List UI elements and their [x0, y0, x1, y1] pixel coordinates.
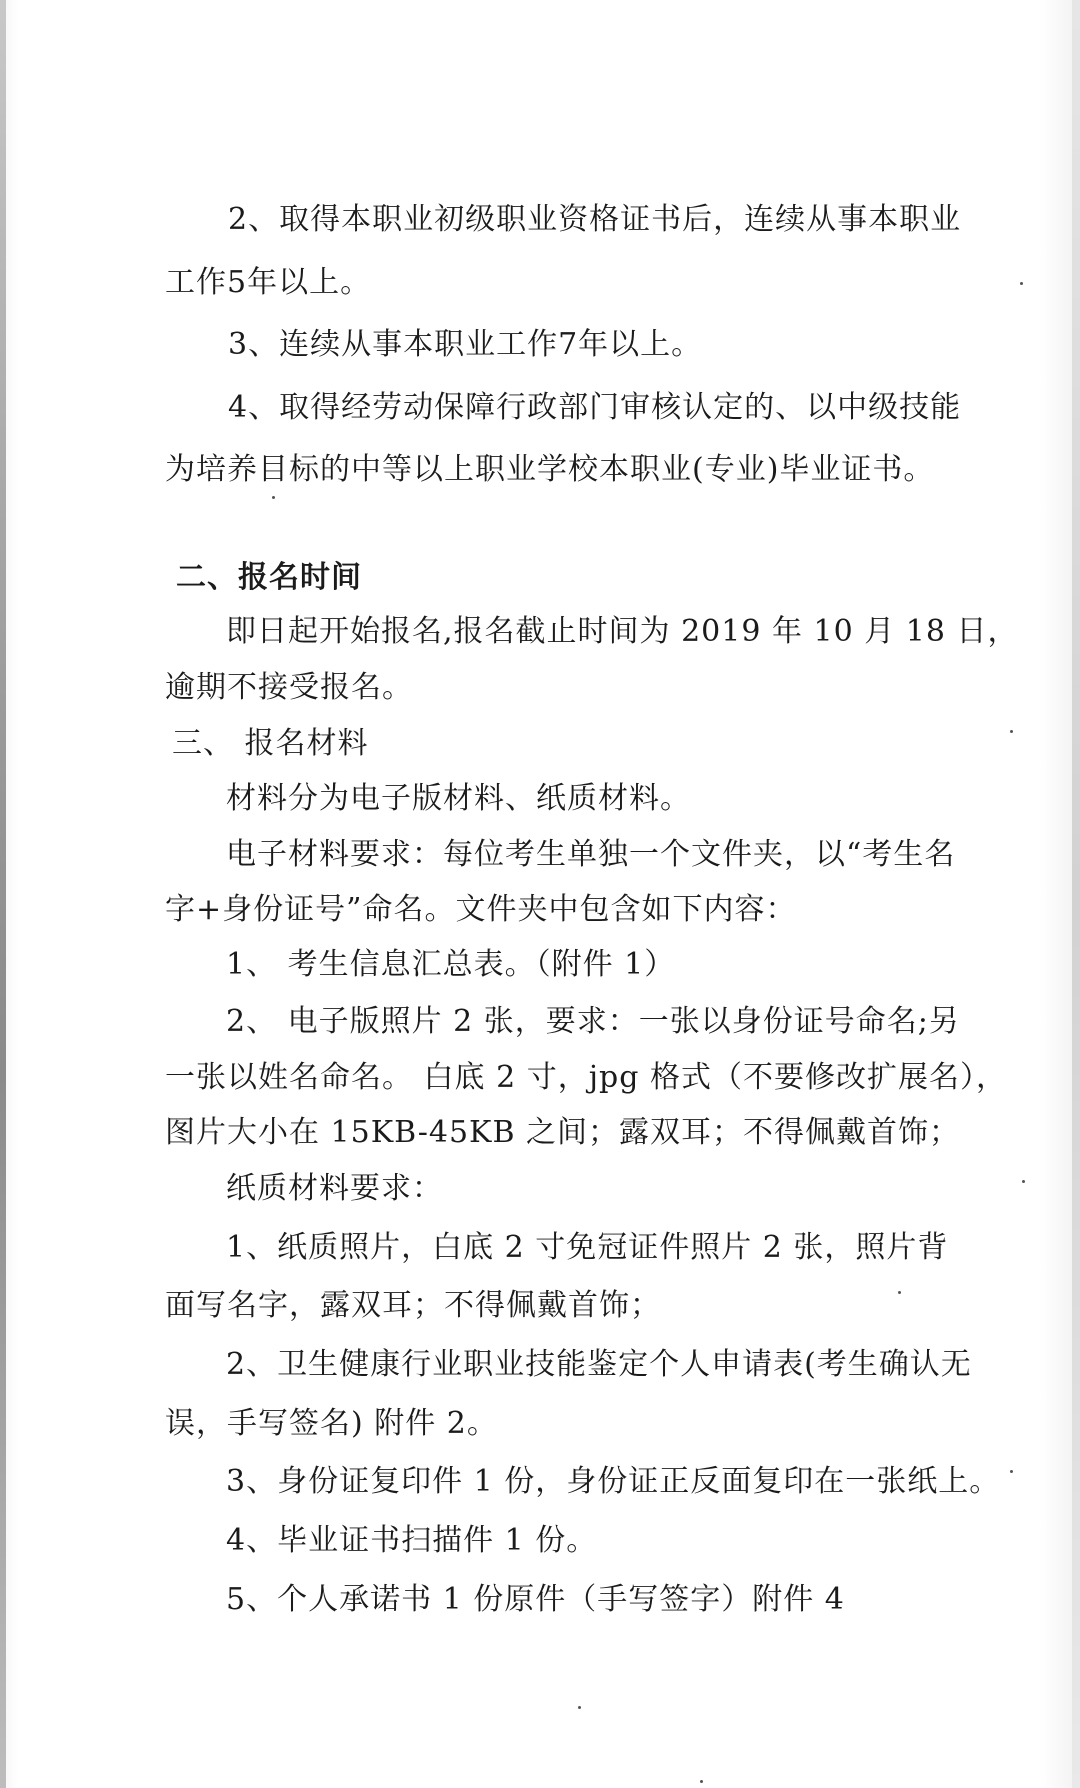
speck — [578, 1706, 581, 1709]
text-line-req2a: 2、取得本职业初级职业资格证书后，连续从事本职业 — [228, 202, 962, 237]
text-line-e-item2b: 一张以姓名命名。 白底 2 寸，jpg 格式（不要修改扩展名）， — [165, 1060, 1007, 1095]
text-line-electronic-req-b: 字+身份证号”命名。文件夹中包含如下内容： — [165, 892, 797, 927]
text-line-p-item2a: 2、卫生健康行业职业技能鉴定个人申请表(考生确认无 — [226, 1347, 972, 1382]
text-line-deadline: 即日起开始报名,报名截止时间为 2019 年 10 月 18 日， — [226, 614, 1019, 649]
speck — [700, 1780, 703, 1783]
page-right-edge — [1072, 0, 1080, 1788]
text-line-p-item5: 5、个人承诺书 1 份原件（手写签字）附件 4 — [226, 1582, 845, 1617]
speck — [1022, 1180, 1025, 1183]
text-line-p-item1a: 1、纸质照片，白底 2 寸免冠证件照片 2 张，照片背 — [226, 1230, 949, 1265]
text-line-paper-req: 纸质材料要求： — [226, 1171, 443, 1206]
text-line-req3: 3、连续从事本职业工作7年以上。 — [228, 327, 703, 362]
section-heading-registration-time: 二、报名时间 — [176, 560, 362, 595]
speck — [1010, 1470, 1013, 1473]
text-line-p-item3: 3、身份证复印件 1 份，身份证正反面复印在一张纸上。 — [226, 1464, 1001, 1499]
page-left-edge — [0, 0, 6, 1788]
text-line-electronic-req-a: 电子材料要求：每位考生单独一个文件夹，以“考生名 — [226, 837, 956, 872]
text-line-req4a: 4、取得经劳动保障行政部门审核认定的、以中级技能 — [228, 390, 962, 425]
speck — [898, 1291, 901, 1294]
speck — [272, 496, 275, 499]
text-line-req2b: 工作5年以上。 — [165, 265, 372, 300]
text-line-e-item1: 1、 考生信息汇总表。（附件 1） — [226, 947, 676, 982]
text-line-p-item2b: 误，手写签名) 附件 2。 — [165, 1406, 498, 1441]
text-line-p-item1b: 面写名字，露双耳；不得佩戴首饰； — [165, 1288, 661, 1323]
text-line-no-late: 逾期不接受报名。 — [165, 670, 413, 705]
speck — [1010, 730, 1013, 733]
speck — [1020, 282, 1023, 285]
text-line-p-item4: 4、毕业证书扫描件 1 份。 — [226, 1523, 598, 1558]
text-line-e-item2c: 图片大小在 15KB-45KB 之间；露双耳；不得佩戴首饰； — [165, 1115, 961, 1150]
text-line-req4b: 为培养目标的中等以上职业学校本职业(专业)毕业证书。 — [165, 452, 935, 487]
text-line-e-item2a: 2、 电子版照片 2 张，要求：一张以身份证号命名;另 — [226, 1004, 960, 1039]
section-heading-materials: 三、 报名材料 — [172, 726, 369, 761]
text-line-material-types: 材料分为电子版材料、纸质材料。 — [226, 781, 691, 816]
